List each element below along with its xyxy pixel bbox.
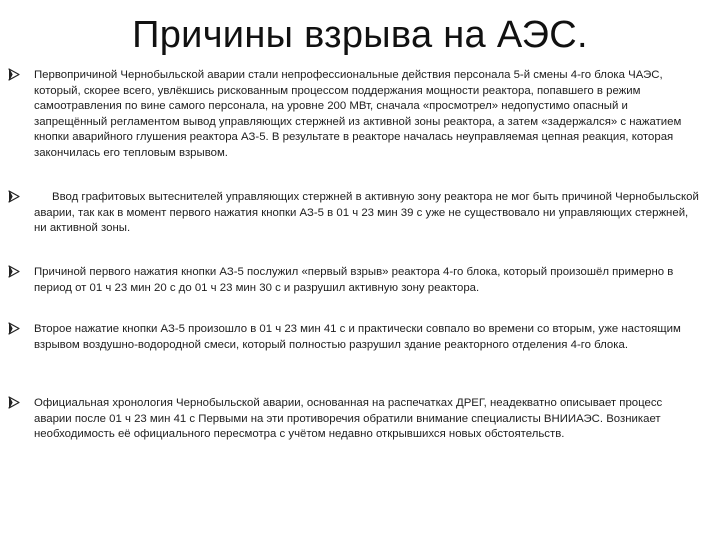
arrowhead-bullet-icon <box>8 68 22 82</box>
bullet-text: Ввод графитовых вытеснителей управляющих стержней в активную зону реактора не мог быть причиной Чернобыльской аварии, так как в момент первого нажатия кнопки АЗ-5 в 01 ч 23 мин 39 с уже не существовало ни управляющих стержней, ни активной зоны. <box>34 191 699 235</box>
arrowhead-bullet-icon <box>8 322 22 336</box>
arrowhead-bullet-icon <box>8 396 22 410</box>
arrowhead-bullet-icon <box>8 265 22 279</box>
bullet-text: Причиной первого нажатия кнопки АЗ-5 послужил «первый взрыв» реактора 4-го блока, который произошёл примерно в период от 01 ч 23 мин 20 с до 01 ч 23 мин 30 с и разрушил активную зону реактора. <box>34 266 674 294</box>
bullet-text: Первопричиной Чернобыльской аварии стали непрофессиональные действия персонала 5-й смены 4-го блока ЧАЭС, который, скорее всего, увлёкшись рискованным процессом поддержания мощности реактора, попавшего в режим самоотравления по вине самого персонала, на уровне 200 МВт, сначала «просмотрел» недопустимо опасный и запрещённый регламентом вывод управляющих стержней из активной зоны реактора, а затем «задержался» с нажатием кнопки аварийного глушения реактора АЗ-5. В результате в реакторе началась неуправляемая цепная реакция, которая закончилась его тепловым взрывом. <box>34 69 682 159</box>
bullet-text: Второе нажатие кнопки АЗ-5 произошло в 01 ч 23 мин 41 с и практически совпало во времени со вторым, уже настоящим взрывом воздушно-водородной смеси, который полностью разрушил здание реакторного отделения 4-го блока. <box>34 323 681 351</box>
arrowhead-bullet-icon <box>8 190 22 204</box>
bullet-text: Официальная хронология Чернобыльской аварии, основанная на распечатках ДРЕГ, неадекватно описывает процесс аварии после 01 ч 23 мин 41 с Первыми на эти противоречия обратили внимание специалисты ВНИИАЭС. Возникает необходимость её официального пересмотра с учётом недавно открывшихся новых обстоятельств. <box>34 397 663 441</box>
slide-title: Причины взрыва на АЭС. <box>132 14 588 56</box>
